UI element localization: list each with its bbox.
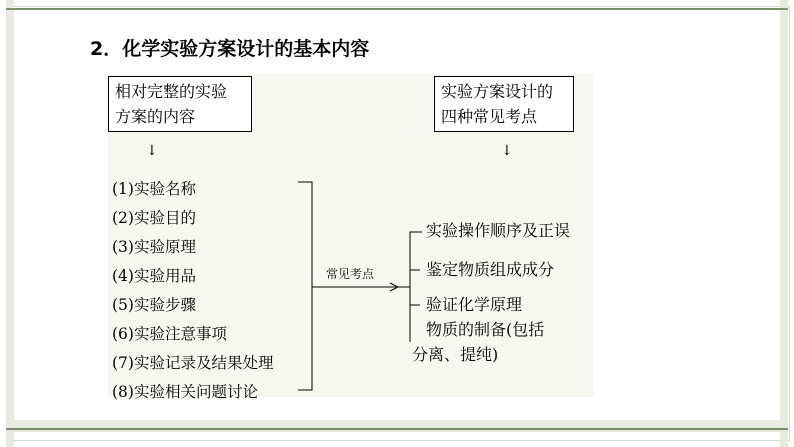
- list-item: (2)实验目的: [112, 209, 196, 227]
- left-box-line-2: 方案的内容: [115, 107, 196, 126]
- exam-point-4-line-1: 物质的制备(包括: [426, 320, 545, 339]
- exam-point-1: 实验操作顺序及正误: [426, 221, 571, 240]
- down-arrow-left: ↓: [146, 143, 158, 159]
- list-item: (7)实验记录及结果处理: [112, 354, 274, 372]
- left-box-line-1: 相对完整的实验: [115, 82, 228, 101]
- connector-label: 常见考点: [326, 267, 375, 281]
- right-box-line-2: 四种常见考点: [441, 107, 538, 126]
- list-item: (1)实验名称: [112, 180, 196, 198]
- exam-point-4-line-2: 分离、提纯): [412, 345, 499, 364]
- exam-point-2: 鉴定物质组成成分: [426, 260, 555, 279]
- right-brace: [298, 182, 312, 390]
- exam-point-3: 验证化学原理: [426, 295, 523, 314]
- left-bracket: [410, 232, 422, 342]
- page-title: 2．化学实验方案设计的基本内容: [90, 38, 370, 60]
- list-item: (8)实验相关问题讨论: [112, 383, 258, 401]
- list-item: (4)实验用品: [112, 267, 196, 285]
- list-item: (3)实验原理: [112, 238, 196, 256]
- list-item: (6)实验注意事项: [112, 325, 227, 343]
- list-item: (5)实验步骤: [112, 296, 196, 314]
- right-box-line-1: 实验方案设计的: [441, 82, 554, 101]
- down-arrow-right: ↓: [501, 143, 513, 159]
